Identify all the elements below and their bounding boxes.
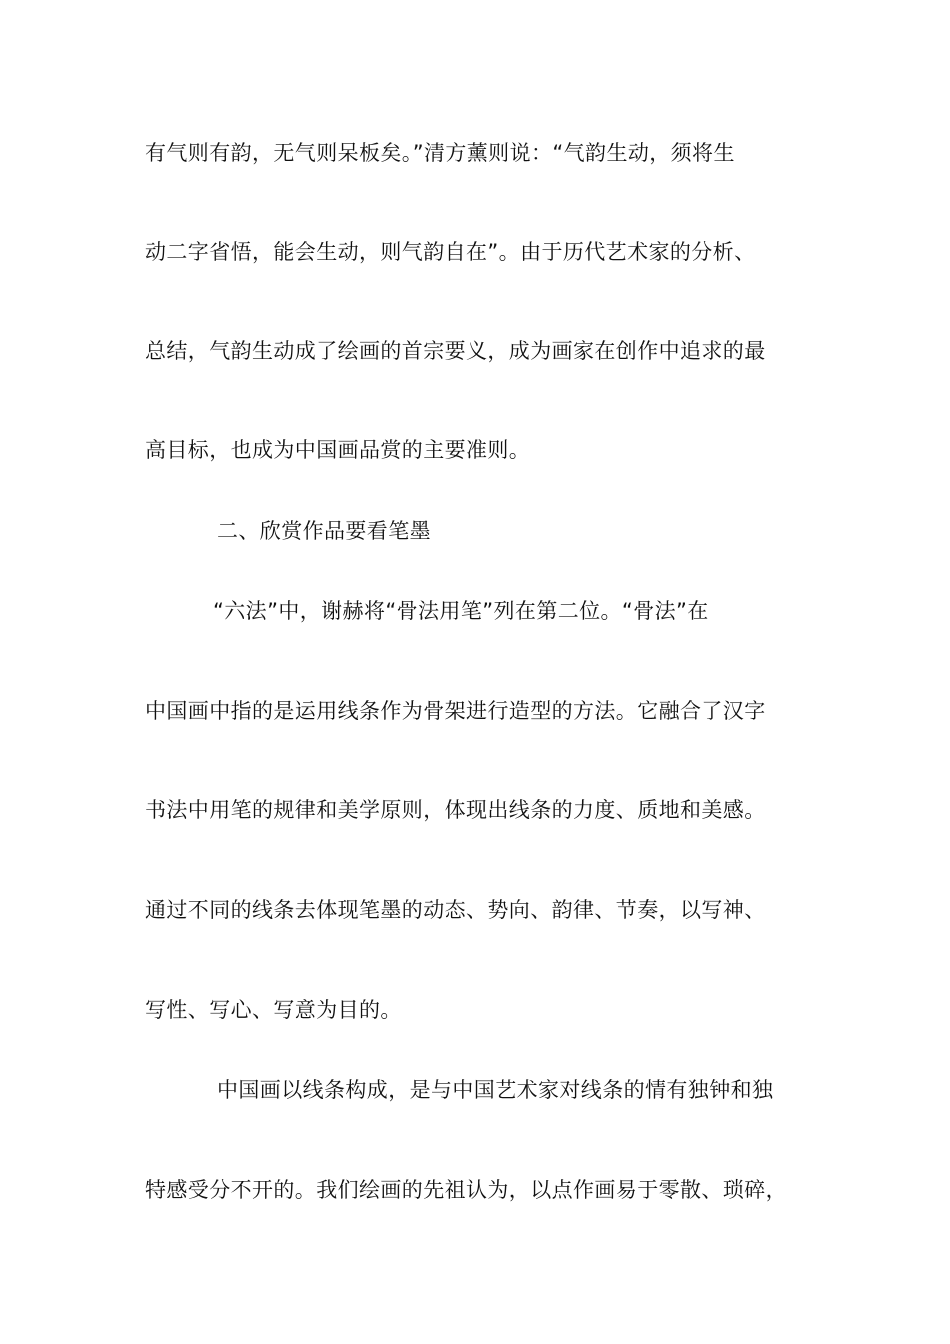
text-line: 中国画中指的是运用线条作为骨架进行造型的方法。它融合了汉字 (145, 699, 766, 723)
text-line: 有气则有韵，无气则呆板矣。”清方薰则说：“气韵生动，须将生 (145, 141, 735, 165)
section-heading: 二、欣赏作品要看笔墨 (217, 519, 431, 543)
text-line: 书法中用笔的规律和美学原则，体现出线条的力度、质地和美感。 (145, 798, 766, 822)
text-line: 总结，气韵生动成了绘画的首宗要义，成为画家在创作中追求的最 (145, 339, 766, 363)
text-line: 中国画以线条构成，是与中国艺术家对线条的情有独钟和独 (217, 1078, 774, 1102)
text-line: 动二字省悟，能会生动，则气韵自在”。由于历代艺术家的分析、 (145, 240, 756, 264)
text-line: 写性、写心、写意为目的。 (145, 998, 402, 1022)
text-line: 通过不同的线条去体现笔墨的动态、势向、韵律、节奏，以写神、 (145, 898, 766, 922)
text-line: 高目标，也成为中国画品赏的主要准则。 (145, 438, 531, 462)
text-line: “六法”中，谢赫将“骨法用笔”列在第二位。“骨法”在 (213, 599, 709, 623)
text-line: 特感受分不开的。我们绘画的先祖认为，以点作画易于零散、琐碎， (145, 1178, 787, 1202)
